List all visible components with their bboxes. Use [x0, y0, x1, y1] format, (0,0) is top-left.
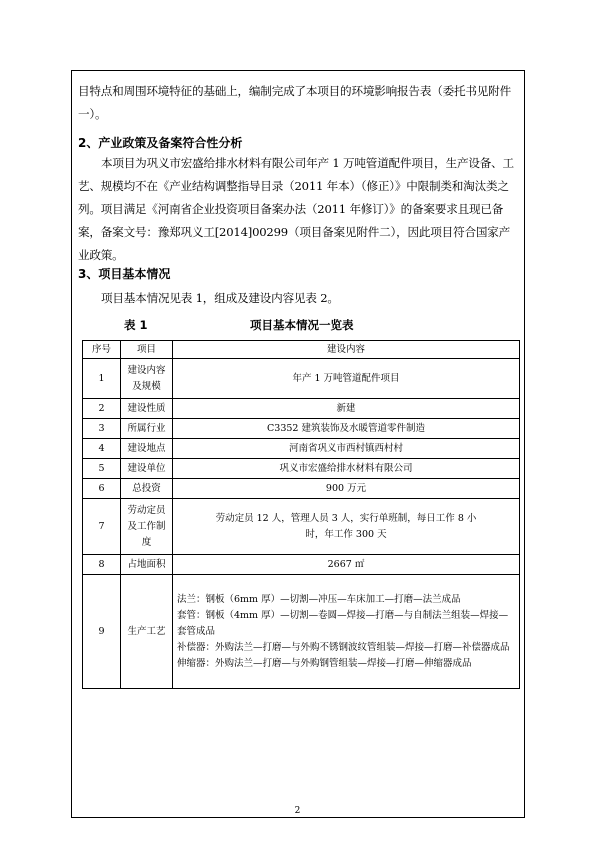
row-number: 6 — [83, 479, 121, 499]
table-row — [83, 459, 520, 479]
row-content: 劳动定员 12 人，管理人员 3 人，实行单班制，每日工作 8 小时，年工作 300 天 — [173, 499, 520, 555]
section-3-paragraph: 项目基本情况见表 1，组成及建设内容见表 2。 — [101, 291, 339, 305]
section-3-heading: 3、项目基本情况 — [78, 267, 171, 281]
intro-continuation-paragraph: 目特点和周围环境特征的基础上，编制完成了本项目的环境影响报告表（委托书见附件一）。 — [78, 84, 511, 121]
table-row — [83, 499, 520, 555]
row-content-process — [173, 575, 520, 689]
row-item: 生产工艺 — [121, 575, 173, 689]
process-line-sleeve: 套管：钢板（4mm 厚）—切割—卷圆—焊接—打磨—与自制法兰组装—焊接—套管成品 — [177, 609, 509, 637]
row-item: 劳动定员及工作制度 — [121, 499, 173, 555]
row-number: 3 — [83, 419, 121, 439]
row-item: 建设单位 — [121, 459, 173, 479]
header-cell-no: 序号 — [83, 341, 121, 359]
row-number: 1 — [83, 359, 121, 399]
row-item: 占地面积 — [121, 555, 173, 575]
row-item: 建设性质 — [121, 399, 173, 419]
page-number: 2 — [294, 806, 301, 816]
row-content: 巩义市宏盛给排水材料有限公司 — [173, 459, 520, 479]
process-line-expansion-joint: 伸缩器：外购法兰—打磨—与外购钢管组装—焊接—打磨—伸缩器成品 — [177, 657, 472, 669]
table-row — [83, 575, 520, 689]
section-2-heading: 2、产业政策及备案符合性分析 — [78, 136, 243, 150]
table-row — [83, 555, 520, 575]
row-content: 河南省巩义市西村镇西村村 — [173, 439, 520, 459]
row-number: 2 — [83, 399, 121, 419]
row-number: 4 — [83, 439, 121, 459]
row-content: C3352 建筑装饰及水暖管道零件制造 — [173, 419, 520, 439]
row-item: 所属行业 — [121, 419, 173, 439]
process-line-compensator: 补偿器：外购法兰—打磨—与外购不锈钢波纹管组装—焊接—打磨—补偿器成品 — [177, 641, 510, 653]
row-item: 建设内容及规模 — [121, 359, 173, 399]
table-header-row — [83, 341, 520, 359]
table-row — [83, 359, 520, 399]
row-content: 900 万元 — [173, 479, 520, 499]
row-number: 8 — [83, 555, 121, 575]
header-cell-item: 项目 — [121, 341, 173, 359]
process-line-flange: 法兰：钢板（6mm 厚）—切割—冲压—车床加工—打磨—法兰成品 — [177, 593, 461, 605]
section-2-paragraph: 本项目为巩义市宏盛给排水材料有限公司年产 1 万吨管道配件项目，生产设备、工艺、规模均不在《产业结构调整指导目录（2011 年本）（修正）》中限制类和淘汰类之列。项目满足《河南省企业投资项目备案办法（2011 年修订）》的备案要求且现已备案，备案文号：豫郑巩义工[2014]00299（项目备案见附件二），因此项目符合国家产业政策。 — [78, 156, 514, 262]
table-title: 项目基本情况一览表 — [250, 318, 354, 332]
table-row — [83, 399, 520, 419]
row-item: 建设地点 — [121, 439, 173, 459]
table-number: 表 1 — [124, 318, 148, 332]
row-content: 2667 ㎡ — [173, 555, 520, 575]
table-row — [83, 479, 520, 499]
row-content: 年产 1 万吨管道配件项目 — [173, 359, 520, 399]
table-row — [83, 419, 520, 439]
row-number: 7 — [83, 499, 121, 555]
row-number: 5 — [83, 459, 121, 479]
row-item: 总投资 — [121, 479, 173, 499]
row-number: 9 — [83, 575, 121, 689]
row-content: 新建 — [173, 399, 520, 419]
header-cell-content: 建设内容 — [173, 341, 520, 359]
project-info-table — [82, 340, 520, 689]
table-row — [83, 439, 520, 459]
